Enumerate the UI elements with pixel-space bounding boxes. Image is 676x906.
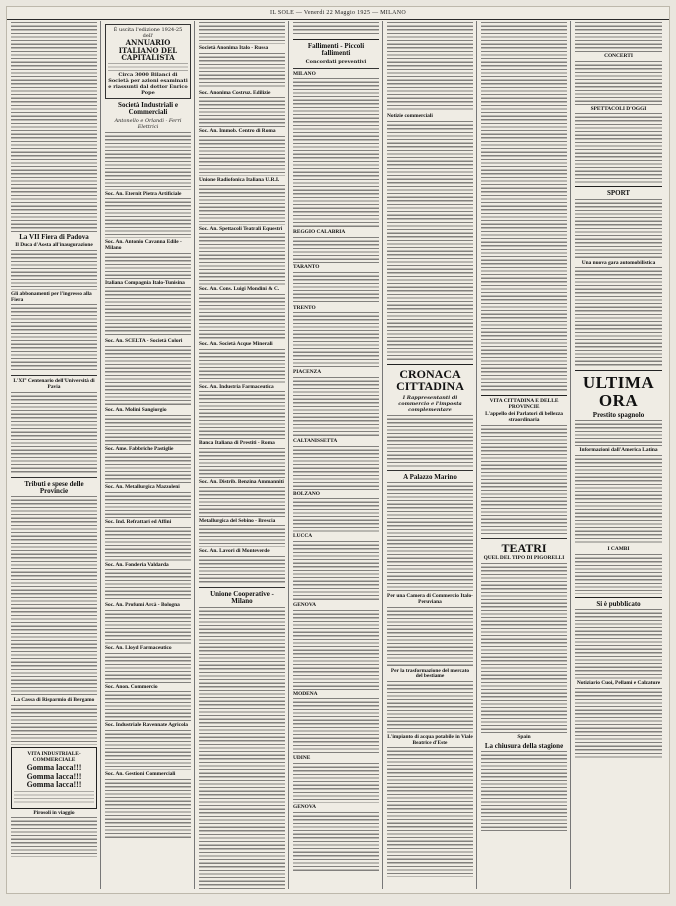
newspaper-page	[6, 6, 670, 894]
column-6	[481, 21, 571, 889]
headline: Per una Camera di Commercio Italo-Peruviana	[387, 593, 473, 605]
company-heading: Soc. An. Cons. Luigi Mondini & C.	[199, 286, 280, 293]
company-heading: Metallurgica del Sebino - Brescia	[199, 517, 276, 524]
city-heading: GENOVA	[293, 602, 316, 609]
divider	[293, 39, 379, 40]
article-text	[387, 607, 473, 667]
section-title: SPORT	[606, 189, 631, 198]
article-text	[199, 349, 285, 383]
article-text	[387, 22, 473, 112]
divider	[387, 364, 473, 365]
headline: Spain	[517, 733, 531, 740]
article-text	[387, 121, 473, 361]
divider	[575, 370, 662, 371]
company-heading: Soc. An. Metallurgica Mazzoleni	[105, 484, 180, 491]
city-heading: MILANO	[293, 70, 316, 77]
company-heading: Soc. An. Lavori di Monteverde	[199, 548, 270, 555]
ad-text	[14, 791, 94, 805]
article-text	[293, 78, 379, 228]
ad-title: ANNUARIO ITALIANO DEL CAPITALISTA	[118, 38, 178, 63]
headline: La VII Fiera di Padova	[19, 233, 89, 241]
article-text	[293, 22, 379, 36]
headline: L'impianto di acqua potabile in Viale Beatrice d'Este	[387, 733, 473, 746]
headline: Gli abbonamenti per l'ingresso alla Fiera	[11, 291, 92, 303]
article-text	[575, 22, 662, 52]
article-text	[105, 691, 191, 721]
headline: L'XI° Centenario dell'Università di Pavia	[13, 378, 95, 391]
column-5	[387, 21, 477, 889]
column-7	[575, 21, 665, 889]
subheadline: Il Duca d'Aosta all'inaugurazione	[15, 242, 93, 249]
company-heading: Soc. An. Fonderia Valdarda	[105, 561, 169, 568]
article-text	[105, 653, 191, 683]
company-heading: Soc. An. Spettacoli Teatrali Equestri	[199, 225, 283, 232]
company-heading: Soc. An. Immob. Centro di Roma	[199, 128, 276, 135]
divider	[199, 587, 285, 588]
article-text	[293, 498, 379, 532]
divider	[11, 477, 97, 478]
company-heading: Italiana Compagnia Italo-Tunisina	[105, 279, 185, 286]
city-heading: PIACENZA	[293, 369, 322, 376]
article-text	[105, 346, 191, 406]
headline: Informazioni dall'America Latina	[579, 447, 658, 454]
article-text	[11, 817, 97, 857]
city-heading: CALTANISSETTA	[293, 438, 338, 445]
article-text	[11, 304, 97, 372]
annuario-ad	[105, 24, 191, 99]
article-text	[293, 377, 379, 437]
article-text	[199, 556, 285, 584]
section-title: CRONACA CITTADINA	[396, 366, 464, 394]
subheadline: Antonello e Orlandi - Ferri Elettrici	[114, 117, 182, 130]
headline: Prestito spagnolo	[592, 411, 645, 420]
company-heading: Società Anonima Italo - Russa	[199, 45, 269, 51]
section-box	[11, 747, 97, 809]
article-text	[575, 688, 662, 758]
headline: La Cassa di Risparmio di Bergamo	[13, 697, 95, 704]
headline: A Palazzo Marino	[403, 472, 457, 481]
headline: I CAMBI	[607, 546, 630, 553]
article-text	[575, 554, 662, 594]
article-text	[575, 267, 662, 367]
article-text	[481, 22, 567, 392]
company-heading: Soc. Anonima Costruz. Edilizie	[199, 89, 271, 96]
company-heading: Soc. An. Eternit Pietra Artificiale	[105, 190, 182, 197]
headline: Tributi e spese delle Provincie	[24, 479, 84, 496]
section-title: VITA CITTADINA E DELLE PROVINCIE	[489, 398, 559, 410]
divider	[11, 375, 97, 376]
article-text	[199, 22, 285, 44]
article-text	[575, 420, 662, 446]
article-text	[575, 199, 662, 259]
section-title: CONCERTI	[604, 53, 633, 59]
article-text	[105, 527, 191, 561]
company-heading: Soc. An. Profumi Arcà - Bologna	[105, 602, 180, 609]
company-heading: Soc. An. Industria Farmaceutica	[199, 383, 274, 390]
headline: QUEL DEL TIPO DI PIGORELLI	[483, 555, 565, 562]
city-heading: LUCCA	[293, 533, 313, 540]
city-heading: GENOVA	[293, 804, 316, 811]
article-text	[387, 681, 473, 733]
headline: Una nuova gara automobilistica	[581, 259, 656, 266]
article-text	[293, 763, 379, 803]
article-text	[199, 233, 285, 285]
masthead-line: IL SOLE — Venerdi 22 Maggio 1925 — MILANO	[7, 7, 669, 20]
company-heading: Soc. An. Lloyd Farmaceutico	[105, 645, 172, 652]
article-text	[11, 392, 97, 474]
company-heading: Soc. An. Gestioni Commerciali	[105, 771, 176, 778]
company-heading: Soc. Anon. Commercio	[105, 683, 158, 690]
columns	[11, 21, 665, 889]
subheadline: I Rappresentanti di commercio e l'imposta complementare	[398, 394, 462, 413]
ad-line: Gomma lacca!!!	[26, 780, 82, 790]
article-text	[105, 569, 191, 601]
ad-line: Gomma lacca!!!	[26, 771, 82, 781]
article-text	[105, 287, 191, 337]
article-text	[387, 482, 473, 592]
article-text	[293, 541, 379, 601]
city-heading: MODENA	[293, 690, 318, 697]
company-heading: Soc. An. Società Acque Minerali	[199, 341, 273, 348]
article-text	[199, 607, 285, 889]
section-title: ULTIMA ORA	[582, 373, 655, 411]
ad-subtitle: Circa 3000 Bilanci di Società per azioni esaminati e riassunti dal dottor Enrico Pope	[108, 72, 188, 97]
city-heading: UDINE	[293, 755, 311, 762]
company-heading: Soc. Industriale Ravennate Agricola	[105, 722, 188, 729]
divider	[481, 395, 567, 396]
article-text	[575, 61, 662, 105]
article-text	[199, 525, 285, 547]
article-text	[199, 185, 285, 225]
article-text	[105, 453, 191, 483]
article-text	[199, 487, 285, 517]
article-text	[199, 391, 285, 439]
section-title: VITA INDUSTRIALE-COMMERCIALE	[27, 751, 81, 763]
article-text	[387, 415, 473, 467]
column-1	[11, 21, 101, 889]
column-2	[105, 21, 195, 889]
subheadline: Concordati preventivi	[305, 58, 367, 65]
article-text	[293, 237, 379, 263]
company-heading: Soc. An. Molini Sangiorgio	[105, 407, 167, 414]
company-heading: Soc. An. SCELTA - Società Colori	[105, 338, 183, 345]
ad-line: Gomma lacca!!!	[26, 763, 82, 773]
article-text	[293, 272, 379, 304]
article-text	[11, 250, 97, 290]
article-text	[105, 132, 191, 190]
article-text	[105, 198, 191, 238]
headline: L'appello dei Parlatori di bellezza straordinaria	[485, 411, 563, 424]
article-text	[481, 751, 567, 831]
city-heading: TARANTO	[293, 264, 320, 271]
article-text	[575, 609, 662, 679]
article-text	[105, 730, 191, 770]
article-text	[105, 779, 191, 839]
article-text	[199, 294, 285, 340]
company-heading: Soc. An. Distrib. Benzina Ammanniti	[199, 479, 284, 486]
ad-pretext: È uscita l'edizione 1924-25 dell'	[113, 27, 183, 39]
article-text	[293, 312, 379, 368]
article-text	[293, 446, 379, 490]
divider	[387, 470, 473, 471]
city-heading: BOLZANO	[293, 490, 320, 497]
company-heading: Soc. Ind. Refrattari ed Affini	[105, 519, 172, 526]
article-text	[387, 747, 473, 877]
section-title: TEATRI	[501, 540, 547, 555]
headline: Notizie commerciali	[387, 113, 433, 119]
divider	[575, 186, 662, 187]
section-title: SPETTACOLI D'OGGI	[590, 105, 647, 112]
article-text	[199, 136, 285, 176]
article-text	[293, 698, 379, 754]
headline: Società Industriali e Commerciali	[118, 101, 178, 117]
article-text	[105, 492, 191, 518]
headline: Pirosoli in viaggio	[33, 809, 75, 816]
article-text	[481, 425, 567, 535]
article-text	[11, 705, 97, 745]
headline: Per la trasformazione del mercato del bestiame	[390, 667, 470, 680]
article-text	[199, 53, 285, 89]
divider	[293, 68, 379, 69]
divider	[481, 538, 567, 539]
ad-text	[108, 63, 188, 71]
headline: Fallimenti - Piccoli fallimenti	[307, 42, 365, 58]
company-heading: Soc. Ame. Fabbriche Pastiglie	[105, 445, 174, 452]
column-4	[293, 21, 383, 889]
article-text	[293, 812, 379, 872]
article-text	[105, 415, 191, 445]
city-heading: TRENTO	[293, 304, 316, 311]
headline: Notiziario Cuoi, Pellami e Calzature	[576, 680, 661, 687]
article-text	[575, 113, 662, 183]
section-title: Si è pubblicato	[596, 599, 641, 608]
article-text	[481, 563, 567, 733]
company-heading: Unione Radiofonica Italiana U.R.I.	[199, 177, 280, 184]
company-heading: Soc. An. Antonio Cavanna Edile - Milano	[105, 239, 182, 252]
article-text	[293, 610, 379, 690]
headline: La chiusura della stagione	[484, 741, 564, 750]
divider	[575, 597, 662, 598]
article-text	[199, 97, 285, 127]
article-text	[105, 610, 191, 644]
article-text	[575, 455, 662, 545]
article-text	[199, 448, 285, 478]
city-heading: REGGIO CALABRIA	[293, 229, 346, 236]
article-text	[105, 253, 191, 279]
headline: Unione Cooperative - Milano	[210, 590, 274, 606]
article-text	[11, 22, 97, 232]
company-heading: Banca Italiana di Prestiti - Roma	[199, 440, 275, 447]
article-text	[11, 496, 97, 696]
column-3	[199, 21, 289, 889]
